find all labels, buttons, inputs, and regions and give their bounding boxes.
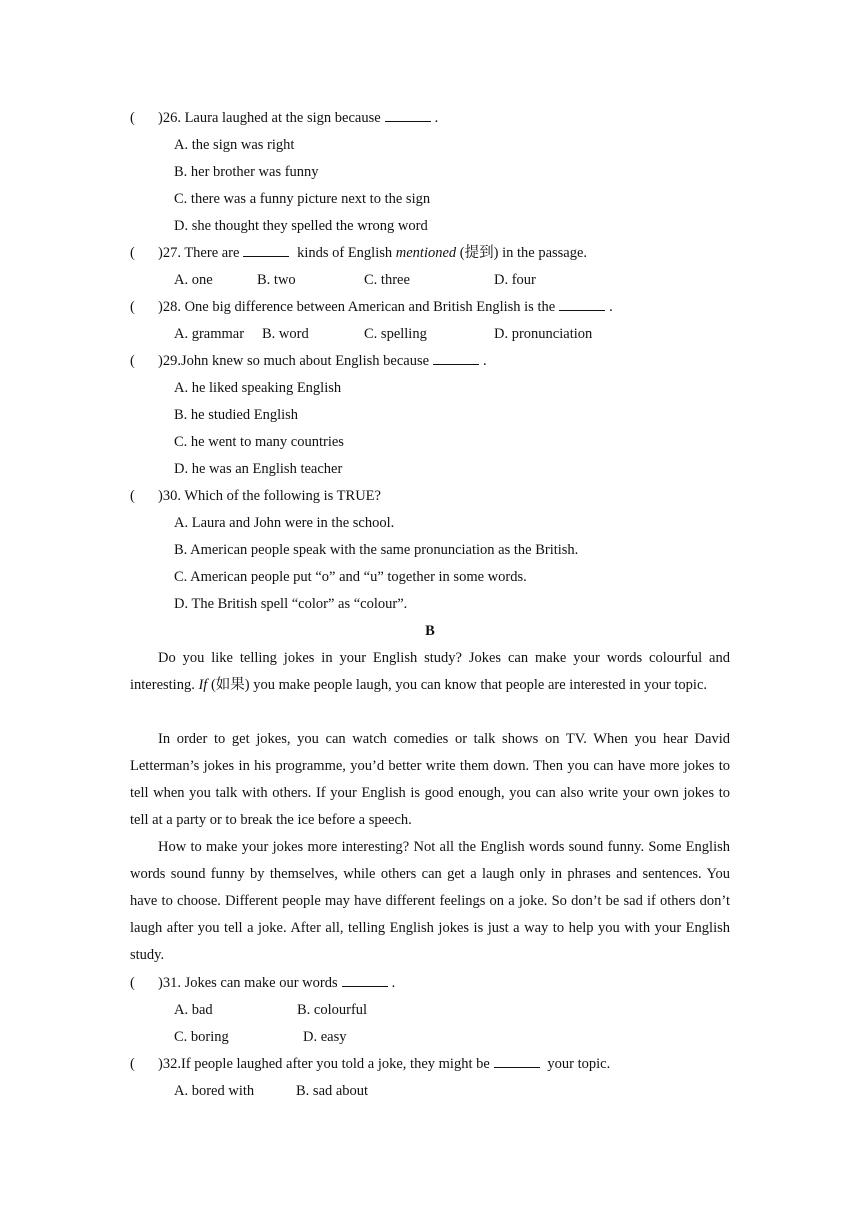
option-a: A. bad [174, 1002, 213, 1018]
option-b: B. her brother was funny [174, 164, 319, 180]
question-stem: )30. Which of the following is TRUE? [158, 488, 381, 504]
option-d: D. he was an English teacher [174, 461, 343, 477]
question-stem: )27. There are [158, 245, 240, 261]
question-31 [130, 974, 395, 992]
question-stem: )28. One big difference between American and British English is the [158, 299, 556, 315]
question-stem: )29.John knew so much about English because [158, 353, 430, 369]
question-end: . [483, 353, 487, 369]
question-end: . [391, 975, 396, 991]
paragraph-2: In order to get jokes, you can watch comedies or talk shows on TV. When you hear David Letterman’s jokes in his programme, you’d better write them down. Then you can have more jokes to tell when you talk with others. If your English is good enough, you can also write your own jokes to tell at a party or to break the ice before a speech. [130, 731, 730, 828]
option-b: B. sad about [296, 1083, 369, 1099]
question-stem-em: mentioned [395, 245, 457, 261]
paragraph-1 [130, 645, 730, 699]
option-c: C. he went to many countries [174, 434, 344, 450]
answer-paren[interactable]: ( [130, 245, 135, 261]
question-26 [130, 109, 438, 127]
answer-paren[interactable]: ( [130, 110, 135, 126]
question-30 [130, 487, 381, 505]
option-d: D. four [494, 272, 536, 288]
answer-blank[interactable] [559, 298, 605, 311]
option-a: A. the sign was right [174, 137, 295, 153]
answer-blank[interactable] [433, 352, 479, 365]
question-end: . [609, 299, 613, 315]
option-a: A. grammar [174, 326, 245, 342]
answer-paren[interactable]: ( [130, 1056, 135, 1072]
option-c: C. spelling [364, 326, 427, 342]
option-b: B. he studied English [174, 407, 299, 423]
option-d: D. easy [303, 1029, 347, 1045]
option-a: A. bored with [174, 1083, 255, 1099]
option-c: C. American people put “o” and “u” together in some words. [174, 569, 527, 585]
question-27 [130, 244, 587, 262]
option-a: A. Laura and John were in the school. [174, 515, 395, 531]
answer-blank[interactable] [342, 974, 388, 987]
option-b: B. American people speak with the same pronunciation as the British. [174, 542, 579, 558]
paragraph-3: How to make your jokes more interesting? Not all the English words sound funny. Some English words sound funny by themselves, while others can get a laugh only in phrases and sentences. You have to choose. Different people may have different feelings on a joke. So don’t be sad if others don’t laugh after you tell a joke. After all, telling English jokes is just a way to help you with your English study. [130, 839, 730, 963]
paragraph-em: If [198, 677, 208, 693]
answer-blank[interactable] [494, 1055, 540, 1068]
option-a: A. he liked speaking English [174, 380, 342, 396]
question-stem: )31. Jokes can make our words [158, 975, 338, 991]
answer-blank[interactable] [385, 109, 431, 122]
answer-paren[interactable]: ( [130, 353, 135, 369]
paragraph-text: (如果) you make people laugh, you can know that people are interested in your topic. [210, 677, 708, 693]
answer-blank[interactable] [243, 244, 289, 257]
option-a: A. one [174, 272, 213, 288]
answer-paren[interactable]: ( [130, 488, 135, 504]
question-stem-c: (提到) in the passage. [459, 245, 588, 261]
option-d: D. she thought they spelled the wrong word [174, 218, 428, 234]
question-end: your topic. [547, 1056, 611, 1072]
option-c: C. there was a funny picture next to the sign [174, 191, 431, 207]
answer-paren[interactable]: ( [130, 299, 135, 315]
question-stem: )26. Laura laughed at the sign because [158, 110, 381, 126]
question-end: . [434, 110, 439, 126]
question-stem-b: kinds of English [297, 245, 393, 261]
question-stem: )32.If people laughed after you told a joke, they might be [158, 1056, 490, 1072]
option-b: B. word [262, 326, 309, 342]
option-c: C. boring [174, 1029, 229, 1045]
paragraph-text: Do you like telling jokes in your English study? Jokes can make your words colourful and interesting. [130, 650, 730, 693]
section-heading: B [425, 623, 435, 639]
answer-paren[interactable]: ( [130, 975, 135, 991]
option-b: B. colourful [297, 1002, 368, 1018]
option-d: D. pronunciation [494, 326, 593, 342]
option-b: B. two [257, 272, 296, 288]
option-d: D. The British spell “color” as “colour”. [174, 596, 408, 612]
question-28 [130, 298, 613, 316]
question-29 [130, 352, 487, 370]
option-c: C. three [364, 272, 410, 288]
question-32 [130, 1055, 610, 1073]
